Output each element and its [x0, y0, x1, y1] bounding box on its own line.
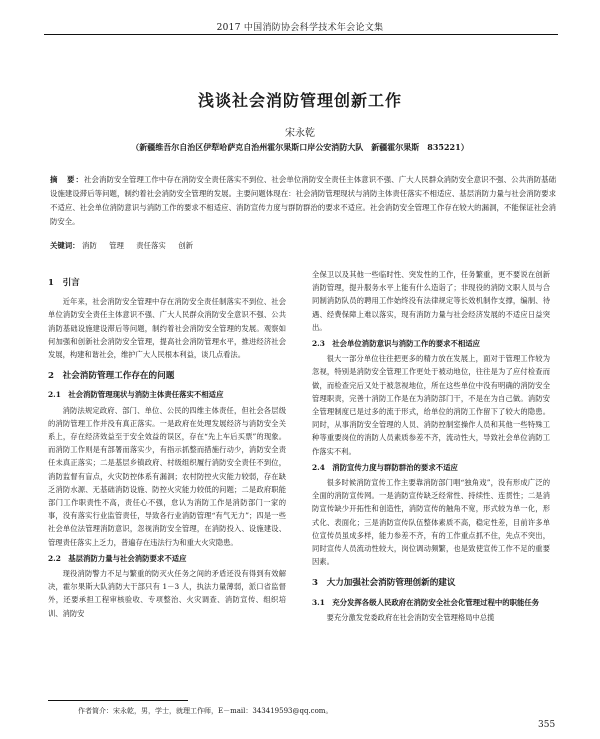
header-rule	[44, 34, 558, 35]
page-number: 355	[538, 720, 556, 730]
subsection-heading-2-4: 2.4 消防宣传力度与群防群治的要求不适应	[312, 462, 458, 472]
section-heading-2: 2 社会消防管理工作存在的问题	[48, 371, 175, 382]
keywords	[50, 240, 556, 251]
paragraph: 近年来，社会消防安全管理中存在消防安全责任制落实不到位、社会单位消防安全责任主体意识不强、广大人民群众消防安全意识不强、公共消防基础设施建设滞后等问题，制约着社会消防安全管理的发展。观察如何加强和创新社会消防安全管理，提高社会消防管理水平，推进经济社会发展，构建和谐社会，维护广大人民根本利益，谈几点看法。	[48, 297, 286, 360]
keyword: 消防	[81, 241, 97, 250]
keyword: 创新	[178, 241, 193, 250]
author-name: 宋永乾	[285, 128, 315, 139]
subsection-heading-2-3: 2.3 社会单位消防意识与消防工作的要求不相适应	[312, 339, 481, 349]
left-column	[48, 268, 286, 620]
paragraph: 现役消防警力不足与繁重的防灭火任务之间的矛盾还没有得到有效解决，霍尔果斯大队消防大干部只有 1－3 人，执法力量薄弱，派口省监督外，还要承担工程审核验收、专项整治、火灾调查、消防宣传、组织培训、消防安	[48, 569, 286, 618]
abstract	[50, 173, 556, 229]
paragraph: 消防法规定政府、部门、单位、公民的四维主体责任，但社会各层级的消防管理工作并没有真正落实。一是政府在处理发展经济与消防安全关系上，存在经济效益至于安全效益的误区，存在“先上车后买票”的现象。而消防工作则是有部署而落实少，有指示抓整而措施行动少，消防安全责任未真正落实；二是基层乡镇政府、村级组织履行消防安全责任不到位，消防监督有盲点，火灾防控体系有漏洞；农村防控火灾能力较弱，存在缺乏消防水源、无基础消防设施、防控火灾能力较低的问题；二是政府职能部门工作职责性不高，责任心不强，怠认为消防工作是消防部门一家的事，没有落实行业监管责任，导致各行业消防管理“有气无力”；四是一些社会单位法管理消防意识，忽视消防安全管理，在消防投入、设施建设、管理责任落实上乏力，普遍存在违法行为和重大火灾隐患。	[48, 405, 286, 547]
keyword: 责任落实	[136, 241, 166, 250]
article-title: 浅谈社会消防管理创新工作	[197, 91, 402, 110]
footnote-rule	[48, 700, 188, 701]
paragraph: 要充分激发党委政府在社会消防安全管理格局中总揽	[326, 612, 495, 622]
section-heading-1: 1 引言	[48, 278, 80, 288]
running-header: 2017 中国消防协会科学技术年会论文集	[216, 23, 384, 33]
author-footnote: 作者简介：宋永乾，男，学士，就理工作师，E－mail：343419593@qq.com。	[78, 707, 333, 715]
abstract-text: 社会消防安全管理工作中存在消防安全责任落实不到位、社会单位消防安全责任主体意识不强、广大人民群众消防安全意识不强、公共消防基础设施建设滞后等问题，制约着社会消防安全管理的发展。主要问题体现在：社会消防管理现状与消防主体责任落实不相适应、基层消防力量与社会消防要求不适应、社会单位消防意识与消防工作的要求不相适应、消防宣传力度与群防群治的要求不适应。社会消防安全管理工作存在较大的漏洞，不能保证社会消防安全。	[50, 175, 556, 226]
author-affiliation: （新疆维吾尔自治区伊犁哈萨克自治州霍尔果斯口岸公安消防大队 新疆霍尔果斯 835221）	[131, 142, 469, 152]
subsection-heading-2-2: 2.2 基层消防力量与社会消防要求不适应	[48, 553, 187, 563]
keyword: 管理	[109, 241, 124, 250]
paragraph: 全保卫以及其他一些临时性、突发性的工作，任务繁重，更不要说在创新消防管理，提升服务水平上能有什么造诣了；非现役的消防文职人员与合同制消防队员的聘用工作始终没有法律规定等长效机制作支撑，编制、待遇、经费保障上难以落实，现有消防力量与社会经济发展的不适应日益突出。	[312, 270, 550, 332]
keywords-label: 关键词：	[50, 241, 80, 250]
subsection-heading-3-1: 3.1 充分发挥各级人民政府在消防安全社会化管理过程中的职能任务	[312, 597, 540, 607]
subsection-heading-2-1: 2.1 社会消防管理现状与消防主体责任落实不相适应	[48, 390, 224, 400]
right-column	[312, 268, 550, 624]
section-heading-3: 3 大力加强社会消防管理创新的建议	[312, 578, 456, 589]
paragraph: 很大一部分单位往往把更多的精力放在发展上，面对于管理工作较为忽视，特别是消防安全管理工作更处于被动地位，往往是为了应付检查而做，而检查完后又处于被忽视地位，所在这些单位中没有明确的消防安全管理职责，完善十消防工作是在为消防部门干，不是在为自己做。消防安全管理制度已是过多的流于形式，给单位的消防工作留下了较大的隐患。同时，从事消防安全管理的人员、消防控制室操作人员和其他一些特殊工种等重要岗位的消防人员素质参差不齐，流动性大，导致社会单位消防工作落实不利。	[312, 354, 550, 456]
paragraph: 很多时候消防宣传工作主要靠消防部门唱“独角戏”，没有形成广泛的全面的消防宣传网。一是消防宣传缺乏经常性、持续性、连贯性；二是消防宣传缺少开拓性和创造性，消防宣传的触角不宽，形式较为单一化，形式化、表面化；三是消防宣传队伍整体素质不高，稳定性差，目前许多单位宣传员虽成多样，能力参差不齐，有的工作重点抓不住，先点不突出，同时宣传人员流动性较大，岗位调动频繁，也是致使宣传工作不足的重要因素。	[312, 478, 550, 567]
abstract-label: 摘 要：	[50, 175, 84, 184]
